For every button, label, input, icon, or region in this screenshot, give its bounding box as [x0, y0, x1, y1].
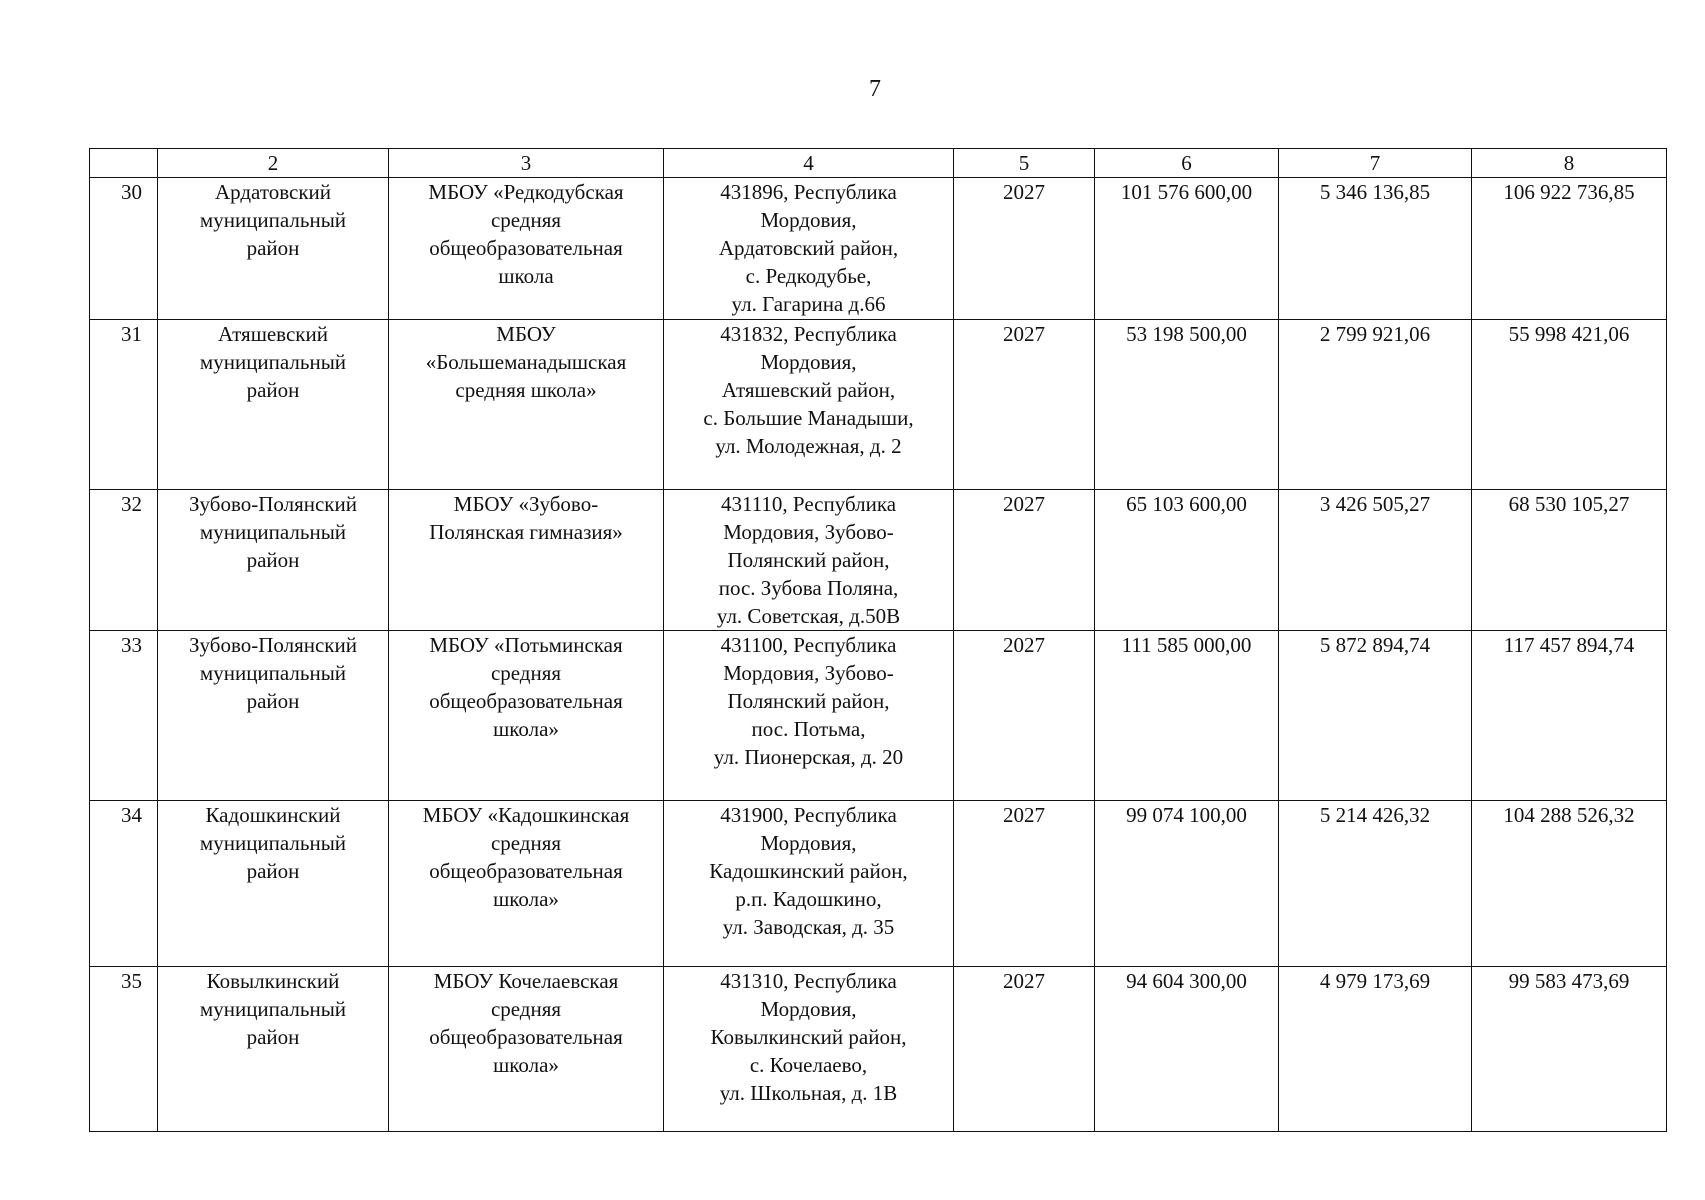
district-cell: Зубово-Полянский муниципальный район — [158, 490, 389, 631]
row-number: 30 — [90, 178, 158, 320]
district-cell: Ардатовский муниципальный район — [158, 178, 389, 320]
year-cell: 2027 — [954, 320, 1095, 490]
row-number: 35 — [90, 967, 158, 1132]
district-cell: Атяшевский муниципальный район — [158, 320, 389, 490]
district-cell: Ковылкинский муниципальный район — [158, 967, 389, 1132]
year-cell: 2027 — [954, 490, 1095, 631]
amount-cell: 55 998 421,06 — [1472, 320, 1667, 490]
address-cell: 431900, Республика Мордовия, Кадошкинский район, р.п. Кадошкино, ул. Заводская, д. 35 — [664, 801, 954, 967]
year-cell: 2027 — [954, 631, 1095, 801]
school-cell: МБОУ «Кадошкинская средняя общеобразовательная школа» — [389, 801, 664, 967]
amount-cell: 5 214 426,32 — [1279, 801, 1472, 967]
row-number: 33 — [90, 631, 158, 801]
amount-cell: 104 288 526,32 — [1472, 801, 1667, 967]
header-cell — [90, 149, 158, 178]
amount-cell: 68 530 105,27 — [1472, 490, 1667, 631]
header-cell: 5 — [954, 149, 1095, 178]
header-cell: 6 — [1095, 149, 1279, 178]
school-cell: МБОУ «Зубово- Полянская гимназия» — [389, 490, 664, 631]
school-cell: МБОУ «Редкодубская средняя общеобразовательная школа — [389, 178, 664, 320]
address-cell: 431110, Республика Мордовия, Зубово- Полянский район, пос. Зубова Поляна, ул. Советская, д.50В — [664, 490, 954, 631]
district-cell: Зубово-Полянский муниципальный район — [158, 631, 389, 801]
table-row — [90, 320, 1667, 490]
amount-cell: 5 346 136,85 — [1279, 178, 1472, 320]
row-number: 32 — [90, 490, 158, 631]
header-row — [90, 149, 1667, 178]
year-cell: 2027 — [954, 178, 1095, 320]
amount-cell: 106 922 736,85 — [1472, 178, 1667, 320]
header-cell: 2 — [158, 149, 389, 178]
amount-cell: 99 074 100,00 — [1095, 801, 1279, 967]
schools-table — [89, 148, 1667, 1132]
amount-cell: 4 979 173,69 — [1279, 967, 1472, 1132]
address-cell: 431310, Республика Мордовия, Ковылкинский район, с. Кочелаево, ул. Школьная, д. 1В — [664, 967, 954, 1132]
district-cell: Кадошкинский муниципальный район — [158, 801, 389, 967]
amount-cell: 99 583 473,69 — [1472, 967, 1667, 1132]
header-cell: 3 — [389, 149, 664, 178]
year-cell: 2027 — [954, 801, 1095, 967]
amount-cell: 94 604 300,00 — [1095, 967, 1279, 1132]
table-row — [90, 967, 1667, 1132]
header-cell: 8 — [1472, 149, 1667, 178]
amount-cell: 101 576 600,00 — [1095, 178, 1279, 320]
school-cell: МБОУ Кочелаевская средняя общеобразовательная школа» — [389, 967, 664, 1132]
school-cell: МБОУ «Большеманадышская средняя школа» — [389, 320, 664, 490]
header-cell: 7 — [1279, 149, 1472, 178]
table-row — [90, 801, 1667, 967]
amount-cell: 111 585 000,00 — [1095, 631, 1279, 801]
amount-cell: 53 198 500,00 — [1095, 320, 1279, 490]
school-cell: МБОУ «Потьминская средняя общеобразовательная школа» — [389, 631, 664, 801]
table-row — [90, 490, 1667, 631]
row-number: 31 — [90, 320, 158, 490]
amount-cell: 3 426 505,27 — [1279, 490, 1472, 631]
address-cell: 431100, Республика Мордовия, Зубово- Полянский район, пос. Потьма, ул. Пионерская, д. 20 — [664, 631, 954, 801]
header-cell: 4 — [664, 149, 954, 178]
page-number: 7 — [869, 76, 881, 102]
address-cell: 431896, Республика Мордовия, Ардатовский район, с. Редкодубье, ул. Гагарина д.66 — [664, 178, 954, 320]
row-number: 34 — [90, 801, 158, 967]
year-cell: 2027 — [954, 967, 1095, 1132]
amount-cell: 2 799 921,06 — [1279, 320, 1472, 490]
amount-cell: 65 103 600,00 — [1095, 490, 1279, 631]
table-row — [90, 178, 1667, 320]
table-row — [90, 631, 1667, 801]
amount-cell: 117 457 894,74 — [1472, 631, 1667, 801]
address-cell: 431832, Республика Мордовия, Атяшевский район, с. Большие Манадыши, ул. Молодежная, д. 2 — [664, 320, 954, 490]
amount-cell: 5 872 894,74 — [1279, 631, 1472, 801]
